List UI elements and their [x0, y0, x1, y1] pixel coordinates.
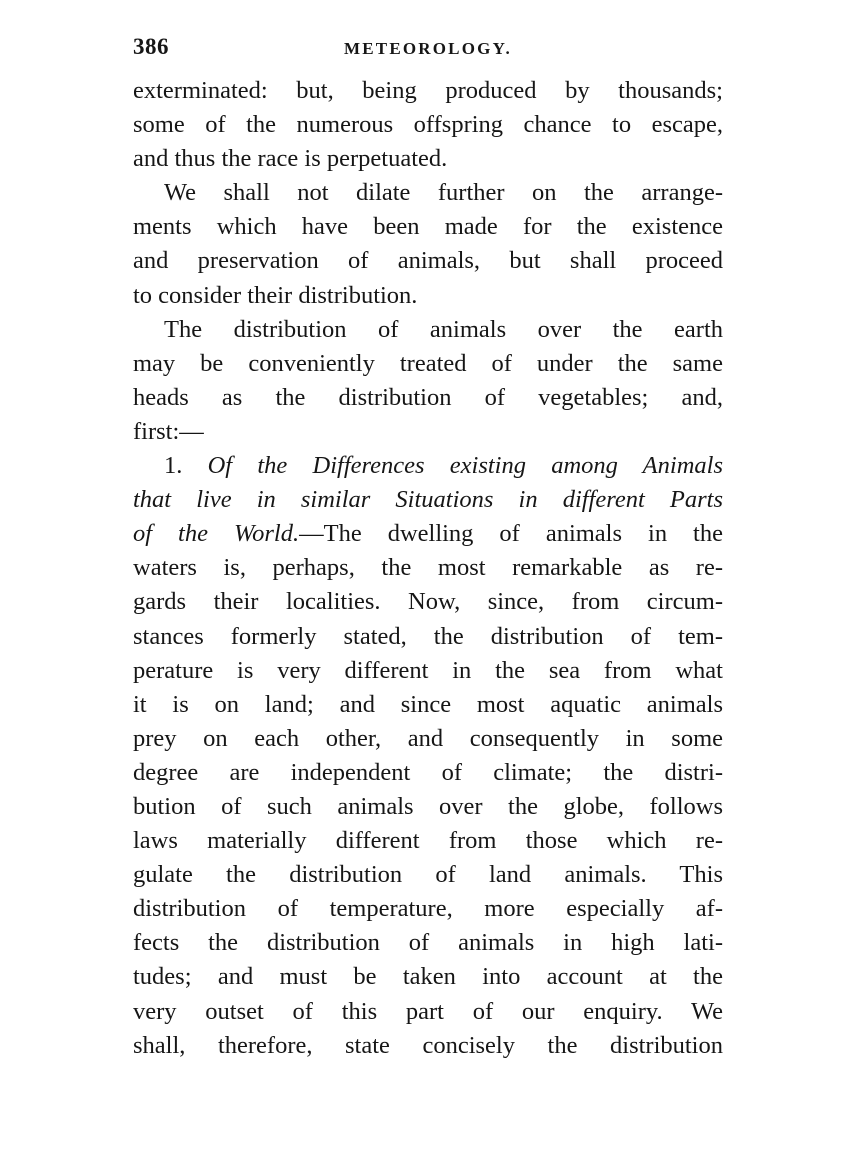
section-heading-line — [133, 449, 723, 483]
text-line: first:— — [133, 417, 204, 445]
running-title: METEOROLOGY. — [344, 39, 512, 58]
section-heading-line — [133, 517, 723, 551]
section-heading-line — [133, 483, 723, 517]
text-line: laws materially different from those which re- — [133, 827, 723, 855]
text-line: may be conveniently treated of under the same — [133, 349, 723, 377]
text-line: prey on each other, and consequently in some — [133, 724, 723, 752]
running-head — [133, 34, 723, 74]
page-number: 386 — [133, 34, 169, 59]
paragraph-2 — [133, 176, 723, 312]
text-line: perature is very different in the sea from what — [133, 656, 723, 684]
section-heading-rest: —The dwelling of animals in the — [299, 520, 723, 548]
text-line: The distribution of animals over the earth — [164, 315, 723, 343]
section-heading-italic: of the World. — [133, 520, 300, 548]
text-line: some of the numerous offspring chance to escape, — [133, 111, 723, 139]
text-line: shall, therefore, state concisely the distribution — [133, 1031, 723, 1059]
text-line: and preservation of animals, but shall proceed — [133, 247, 723, 275]
section-heading-italic: Of the Differences existing among Animals — [207, 452, 723, 480]
section-paragraph — [133, 449, 723, 1063]
text-line: to consider their distribution. — [133, 281, 418, 309]
text-line: it is on land; and since most aquatic animals — [133, 690, 723, 718]
text-line: waters is, perhaps, the most remarkable as re- — [133, 554, 723, 582]
paragraph-3 — [133, 313, 723, 449]
text-line: gards their localities. Now, since, from circum- — [133, 588, 723, 616]
text-line: gulate the distribution of land animals. This — [133, 861, 723, 889]
text-line: tudes; and must be taken into account at the — [133, 963, 723, 991]
paragraph-1 — [133, 74, 723, 176]
text-line: stances formerly stated, the distribution of tem- — [133, 622, 723, 650]
text-line: degree are independent of climate; the distri- — [133, 758, 723, 786]
text-line: and thus the race is perpetuated. — [133, 145, 448, 173]
body-text — [133, 74, 723, 1063]
text-line: distribution of temperature, more especially af- — [133, 895, 723, 923]
section-heading-italic: that live in similar Situations in different Parts — [133, 486, 723, 514]
text-line: fects the distribution of animals in high lati- — [133, 929, 723, 957]
book-page — [133, 34, 723, 1063]
text-line: We shall not dilate further on the arrange- — [164, 179, 723, 207]
text-line: exterminated: but, being produced by thousands; — [133, 77, 723, 104]
text-line: bution of such animals over the globe, follows — [133, 792, 723, 820]
section-number: 1. — [164, 452, 183, 480]
text-line: heads as the distribution of vegetables; and, — [133, 383, 723, 411]
text-line: ments which have been made for the existence — [133, 213, 723, 241]
text-line: very outset of this part of our enquiry. We — [133, 997, 723, 1025]
